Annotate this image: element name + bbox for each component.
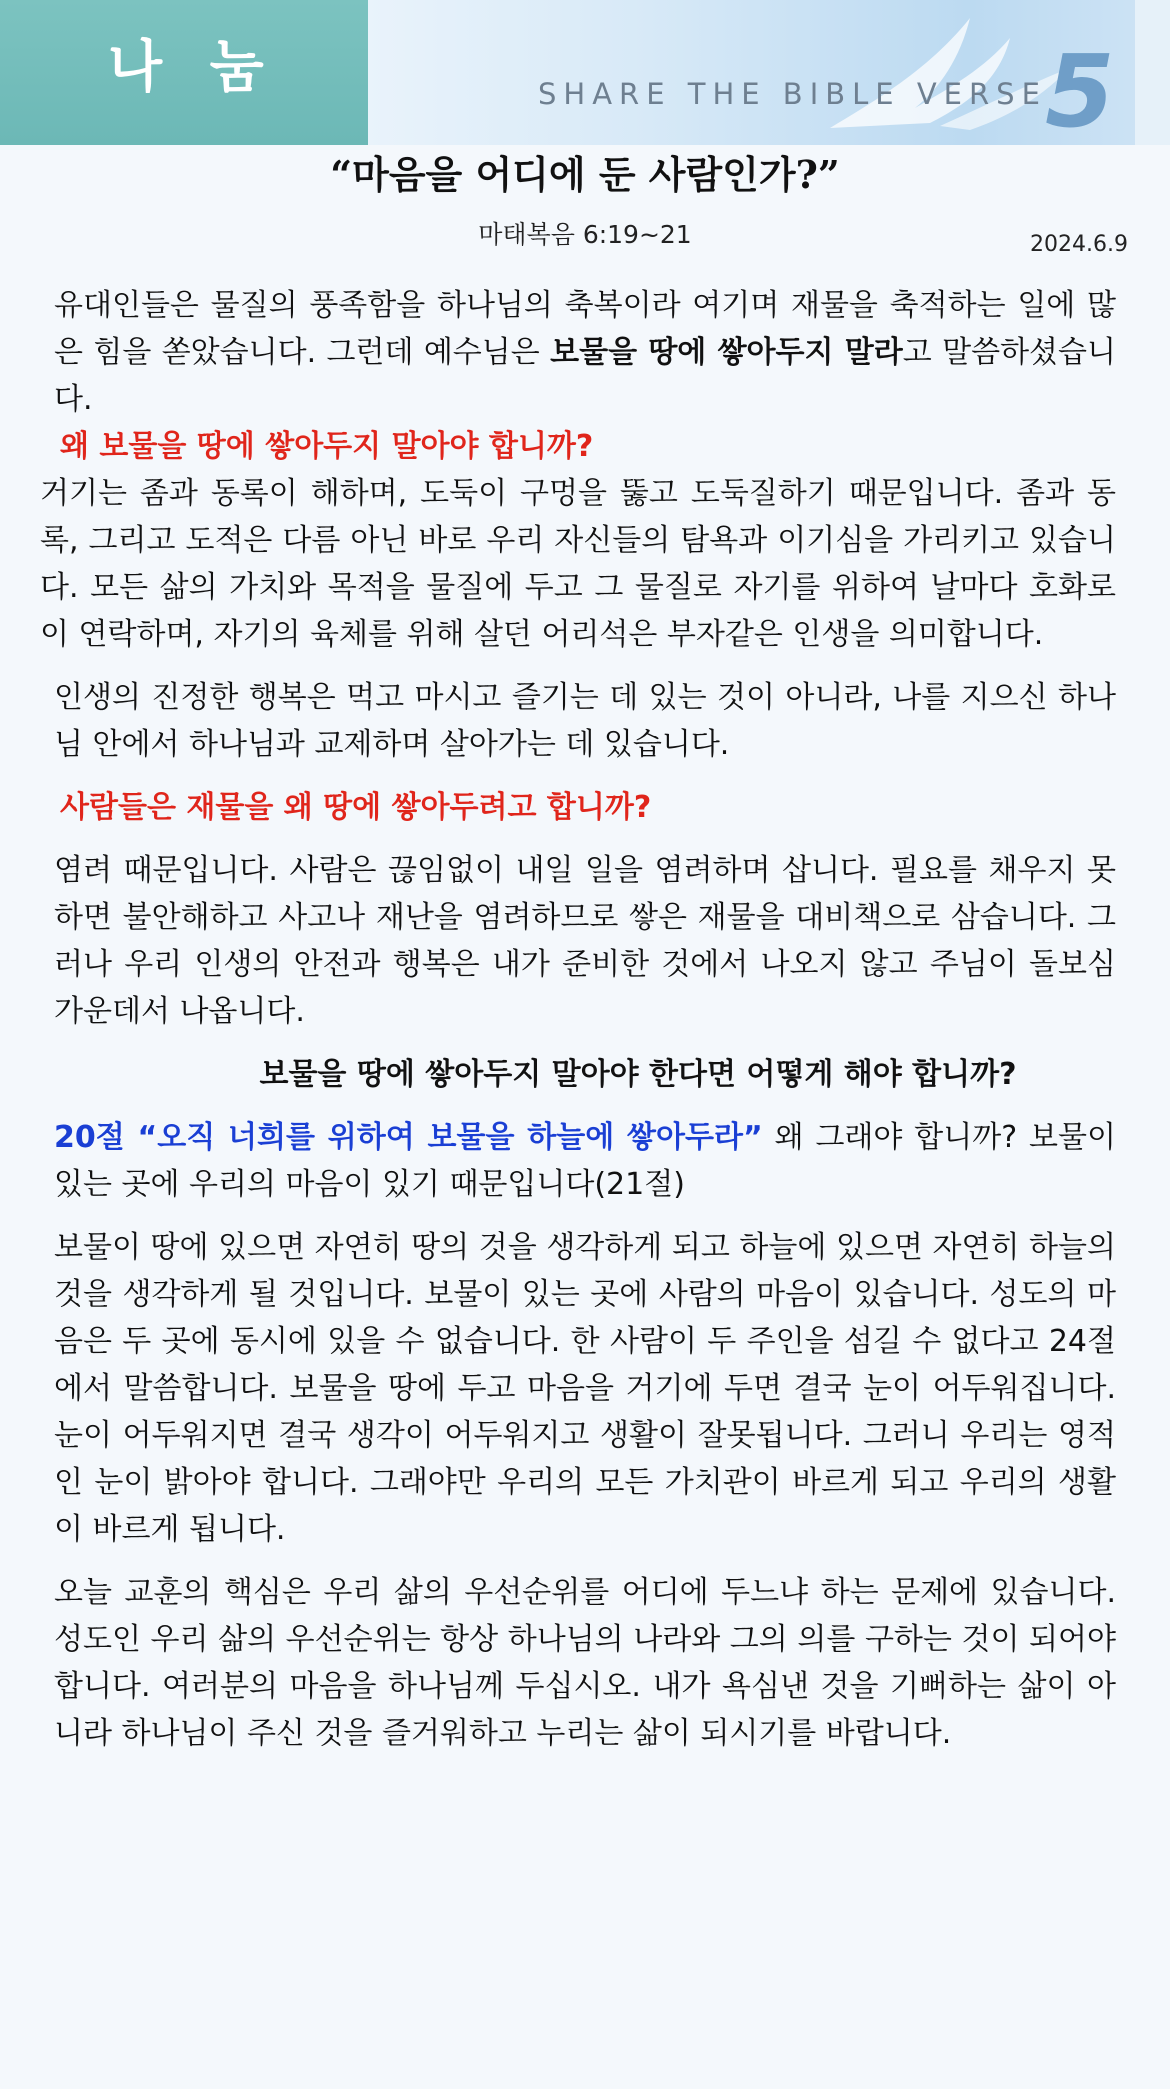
scripture-reference: 마태복음 6:19~21 — [478, 220, 692, 249]
intro-end: 고 말씀하셨습니다. — [54, 335, 1116, 417]
paragraph-6: 보물이 땅에 있으면 자연히 땅의 것을 생각하게 되고 하늘에 있으면 자연히 하늘의 것을 생각하게 될 것입니다. 보물이 있는 곳에 사람의 마음이 있습니다. 성도의 마음은 두 곳에 동시에 있을 수 없습니다. 한 사람이 두 주인을 섬길 수 없다고 24절에서 말씀합니다. 보물을 땅에 두고 마음을 거기에 두면 결국 눈이 어두워집니다. 눈이 어두워지면 결국 생각이 어두워지고 생활이 잘못됩니다. 그러니 우리는 영적인 눈이 밝아야 합니다. 그래야만 우리의 모든 가치관이 바르게 되고 우리의 생활이 바르게 됩니다. — [54, 1230, 1116, 1547]
paragraph-3: 인생의 진정한 행복은 먹고 마시고 즐기는 데 있는 것이 아니라, 나를 지으신 하나님 안에서 하나님과 교제하며 살아가는 데 있습니다. — [54, 680, 1116, 762]
verse-quote: 20절 “오직 너희를 위하여 보물을 하늘에 쌓아두라” — [54, 1120, 763, 1155]
question-2: 사람들은 재물을 왜 땅에 쌓아두려고 합니까? — [60, 790, 652, 825]
header-subtitle: SHARE THE BIBLE VERSE — [538, 77, 1047, 111]
paragraph-2: 거기는 좀과 동록이 해하며, 도둑이 구멍을 뚫고 도둑질하기 때문입니다. 좀과 동록, 그리고 도적은 다름 아닌 바로 우리 자신들의 탐욕과 이기심을 가리키고 있습니다. 모든 삶의 가치와 목적을 물질에 두고 그 물질로 자기를 위하여 날마다 호화로이 연락하며, 자기의 육체를 위해 살던 어리석은 부자같은 인생을 의미합니다. — [40, 476, 1116, 652]
paragraph-4: 염려 때문입니다. 사람은 끊임없이 내일 일을 염려하며 삽니다. 필요를 채우지 못하면 불안해하고 사고나 재난을 염려하므로 쌓은 재물을 대비책으로 삼습니다. 그러나 우리 인생의 안전과 행복은 내가 준비한 것에서 나오지 않고 주님이 돌보심 가운데서 나옵니다. — [54, 853, 1116, 1029]
intro-emphasis: 보물을 땅에 쌓아두지 말라 — [550, 335, 903, 370]
paragraph-5 — [40, 1114, 1116, 1208]
paragraph-intro — [40, 282, 1116, 423]
document-title: “마음을 어디에 둔 사람인가?” — [330, 152, 840, 197]
header-number: 5 — [1045, 33, 1115, 150]
document-date: 2024.6.9 — [1030, 232, 1128, 257]
header-title: 나 눔 — [108, 35, 278, 100]
intro-text: 유대인들은 물질의 풍족함을 하나님의 축복이라 여기며 재물을 축적하는 일에 많은 힘을 쏟았습니다. 그런데 예수님은 — [54, 288, 1116, 370]
header-stripe — [1135, 0, 1170, 145]
verse-explanation: 왜 그래야 합니까? 보물이 있는 곳에 우리의 마음이 있기 때문입니다(21절) — [54, 1120, 1117, 1202]
question-3: 보물을 땅에 쌓아두지 말아야 한다면 어떻게 해야 합니까? — [259, 1057, 1017, 1092]
header-banner — [0, 0, 1170, 150]
paragraph-7: 오늘 교훈의 핵심은 우리 삶의 우선순위를 어디에 두느냐 하는 문제에 있습니다. 성도인 우리 삶의 우선순위는 항상 하나님의 나라와 그의 의를 구하는 것이 되어야 합니다. 여러분의 마음을 하나님께 두십시오. 내가 욕심낸 것을 기뻐하는 삶이 아니라 하나님이 주신 것을 즐거워하고 누리는 삶이 되시기를 바랍니다. — [54, 1575, 1116, 1751]
article-body — [40, 282, 1116, 1757]
wing-icon — [820, 8, 1080, 138]
question-1: 왜 보물을 땅에 쌓아두지 말아야 합니까? — [60, 429, 594, 464]
